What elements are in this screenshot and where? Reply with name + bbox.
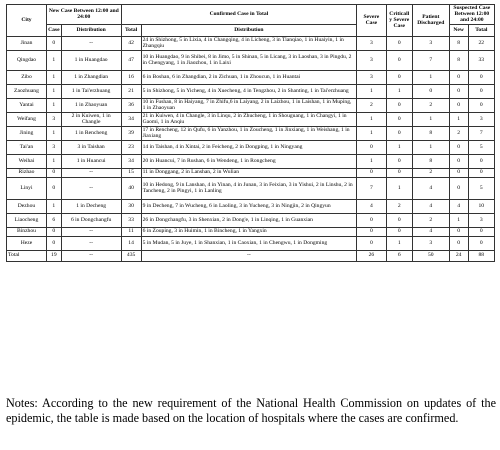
suspected-total-cell: 0: [468, 84, 494, 98]
critical-cell: 0: [386, 36, 412, 50]
city-cell: Weihai: [7, 154, 47, 168]
critical-cell: 0: [386, 227, 412, 236]
new-distribution-cell: 6 in Dongchangfu: [61, 213, 121, 227]
total-cell: 40: [121, 177, 141, 199]
new-case-cell: 0: [46, 36, 61, 50]
total-cell: 14: [121, 236, 141, 250]
new-distribution-cell: --: [61, 36, 121, 50]
new-distribution-cell: --: [61, 227, 121, 236]
header-severe: Severe Case: [357, 5, 386, 37]
table-row: [7, 177, 495, 199]
header-confirmed-total: Confirmed Case in Total: [121, 5, 357, 25]
table-row: [7, 213, 495, 227]
discharged-cell: 2: [412, 98, 449, 112]
city-cell: Weifang: [7, 112, 47, 126]
total-cell: 33: [121, 213, 141, 227]
new-case-cell: 3: [46, 140, 61, 154]
table-row: [7, 50, 495, 70]
new-case-cell: 1: [46, 50, 61, 70]
new-distribution-cell: 1 in Tai'erzhuang: [61, 84, 121, 98]
critical-cell: 1: [386, 236, 412, 250]
total-critical: 6: [386, 250, 412, 261]
new-distribution-cell: 3 in Taishan: [61, 140, 121, 154]
severe-cell: 0: [357, 140, 386, 154]
new-case-cell: 6: [46, 213, 61, 227]
suspected-total-cell: 33: [468, 50, 494, 70]
header-new-case: New Case Between 12:00 and 24:00: [46, 5, 121, 25]
critical-cell: 0: [386, 213, 412, 227]
distribution-cell: 14 in Taishan, 4 in Xintai, 2 in Feicheng, 2 in Dongping, 1 in Ningyang: [141, 140, 357, 154]
total-cell: 16: [121, 70, 141, 84]
discharged-cell: 4: [412, 199, 449, 213]
distribution-cell: 5 in Shizhong, 5 in Yicheng, 4 in Xuecheng, 4 in Tengzhou, 2 in Shanting, 1 in Tai'erzhuang: [141, 84, 357, 98]
new-case-cell: 1: [46, 126, 61, 140]
subheader-suspected-new: New: [449, 24, 468, 36]
suspected-total-cell: 10: [468, 199, 494, 213]
distribution-cell: 10 in Huangdao, 9 in Shibei, 8 in Jimo, 5 in Shinan, 5 in Licang, 3 in Laoshan, 3 in Pingdu, 2 in Chengyang, 1 in Jiaozhou, 1 in Laixi: [141, 50, 357, 70]
suspected-total-cell: 3: [468, 213, 494, 227]
city-cell: Tai'an: [7, 140, 47, 154]
discharged-cell: 8: [412, 126, 449, 140]
total-discharged: 50: [412, 250, 449, 261]
severe-cell: 3: [357, 36, 386, 50]
discharged-cell: 3: [412, 236, 449, 250]
new-case-cell: 1: [46, 70, 61, 84]
suspected-new-cell: 0: [449, 227, 468, 236]
critical-cell: 1: [386, 140, 412, 154]
severe-cell: 1: [357, 84, 386, 98]
severe-cell: 2: [357, 98, 386, 112]
new-case-cell: 1: [46, 84, 61, 98]
critical-cell: 1: [386, 84, 412, 98]
suspected-total-cell: 5: [468, 177, 494, 199]
critical-cell: 0: [386, 154, 412, 168]
table-row: [7, 168, 495, 177]
new-distribution-cell: --: [61, 168, 121, 177]
suspected-new-cell: 0: [449, 70, 468, 84]
total-cell: 34: [121, 112, 141, 126]
table-row: [7, 84, 495, 98]
header-row-1: [7, 5, 495, 25]
total-cell: 11: [121, 227, 141, 236]
discharged-cell: 1: [412, 140, 449, 154]
distribution-cell: 24 in Shizhong, 5 in Lixia, 4 in Changqing, 4 in Licheng, 3 in Tianqiao, 1 in Huaiyin, 1 in Zhangqiu: [141, 36, 357, 50]
suspected-new-cell: 8: [449, 50, 468, 70]
case-table-container: [6, 4, 495, 262]
new-case-cell: 0: [46, 168, 61, 177]
severe-cell: 0: [357, 168, 386, 177]
table-row: [7, 126, 495, 140]
suspected-new-cell: 2: [449, 126, 468, 140]
suspected-new-cell: 0: [449, 98, 468, 112]
total-cell: 36: [121, 98, 141, 112]
total-cell: 42: [121, 36, 141, 50]
total-confirmed: 435: [121, 250, 141, 261]
distribution-cell: 20 in Huancui, 7 in Rushan, 6 in Wendeng, 1 in Rongcheng: [141, 154, 357, 168]
total-severe: 26: [357, 250, 386, 261]
total-distribution: --: [141, 250, 357, 261]
suspected-new-cell: 1: [449, 112, 468, 126]
severe-cell: 0: [357, 213, 386, 227]
city-cell: Rizhao: [7, 168, 47, 177]
distribution-cell: 6 in Zouping, 3 in Huimin, 1 in Bincheng, 1 in Yangxin: [141, 227, 357, 236]
total-label: Total: [7, 250, 47, 261]
discharged-cell: 4: [412, 177, 449, 199]
discharged-cell: 1: [412, 70, 449, 84]
suspected-total-cell: 0: [468, 236, 494, 250]
header-critical: Criticall y Severe Case: [386, 5, 412, 37]
distribution-cell: 26 in Dongchangfu, 3 in Shenxian, 2 in Dong'e, 1 in Linqing, 1 in Guanxian: [141, 213, 357, 227]
notes-paragraph: Notes: According to the new requirement of the National Health Commission on updates of the epidemic, the table is made based on the location of hospitals where the cases are confirmed.: [6, 396, 496, 425]
city-cell: Jinan: [7, 36, 47, 50]
total-cell: 23: [121, 140, 141, 154]
city-cell: Heze: [7, 236, 47, 250]
severe-cell: 1: [357, 112, 386, 126]
table-row: [7, 236, 495, 250]
severe-cell: 4: [357, 199, 386, 213]
new-distribution-cell: 1 in Rencheng: [61, 126, 121, 140]
subheader-distribution: Distribution: [141, 24, 357, 36]
distribution-cell: 6 in Boshan, 6 in Zhangdian, 2 in Zichuan, 1 in Zhoucun, 1 in Huantai: [141, 70, 357, 84]
distribution-cell: 21 in Kuiwen, 4 in Changle, 3 in Linqu, 2 in Zhucheng, 1 in Shouguang, 1 in Changyi, 1 in Gaomi, 1 in Anqiu: [141, 112, 357, 126]
table-row: [7, 199, 495, 213]
subheader-total: Total: [121, 24, 141, 36]
suspected-total-cell: 22: [468, 36, 494, 50]
distribution-cell: 17 in Rencheng, 12 in Qufu, 6 in Yanzhou, 1 in Zoucheng, 1 in Jinxiang, 1 in Weishang, 1 in Jiaxiang: [141, 126, 357, 140]
new-case-cell: 3: [46, 112, 61, 126]
table-row: [7, 112, 495, 126]
suspected-total-cell: 5: [468, 140, 494, 154]
total-new-case: 19: [46, 250, 61, 261]
critical-cell: 0: [386, 50, 412, 70]
new-distribution-cell: 1 in Decheng: [61, 199, 121, 213]
header-city: City: [7, 5, 47, 37]
new-distribution-cell: 1 in Huangdao: [61, 50, 121, 70]
critical-cell: 0: [386, 70, 412, 84]
severe-cell: 1: [357, 154, 386, 168]
critical-cell: 0: [386, 126, 412, 140]
total-cell: 47: [121, 50, 141, 70]
severe-cell: 3: [357, 70, 386, 84]
suspected-new-cell: 0: [449, 177, 468, 199]
suspected-total-cell: 0: [468, 227, 494, 236]
new-distribution-cell: 1 in Huancui: [61, 154, 121, 168]
city-cell: Linyi: [7, 177, 47, 199]
city-cell: Liaocheng: [7, 213, 47, 227]
severe-cell: 1: [357, 126, 386, 140]
distribution-cell: 10 in Hedong, 9 in Lanshan, 4 in Yinan, 4 in Junan, 3 in Feixian, 3 in Yishui, 2 in Linshu, 2 in Tancheng, 2 in Pingyi, 1 in Lanling: [141, 177, 357, 199]
total-suspected-total: 88: [468, 250, 494, 261]
severe-cell: 0: [357, 236, 386, 250]
header-suspected: Suspected Case Between 12:00 and 24:00: [449, 5, 494, 25]
suspected-total-cell: 3: [468, 112, 494, 126]
total-cell: 30: [121, 199, 141, 213]
distribution-cell: 9 in Decheng, 7 in Wucheng, 6 in Laoling, 3 in Yucheng, 3 in Ningjin, 2 in Qingyun: [141, 199, 357, 213]
case-table: [6, 4, 495, 262]
new-case-cell: 1: [46, 154, 61, 168]
city-cell: Dezhou: [7, 199, 47, 213]
new-case-cell: 0: [46, 227, 61, 236]
discharged-cell: 0: [412, 84, 449, 98]
discharged-cell: 2: [412, 213, 449, 227]
city-cell: Zaozhuang: [7, 84, 47, 98]
suspected-total-cell: 0: [468, 98, 494, 112]
suspected-new-cell: 0: [449, 236, 468, 250]
suspected-total-cell: 0: [468, 70, 494, 84]
new-distribution-cell: 1 in Zhaoyuan: [61, 98, 121, 112]
total-cell: 39: [121, 126, 141, 140]
table-row: [7, 36, 495, 50]
critical-cell: 0: [386, 112, 412, 126]
total-new-distribution: --: [61, 250, 121, 261]
suspected-new-cell: 0: [449, 154, 468, 168]
city-cell: Qingdao: [7, 50, 47, 70]
new-case-cell: 1: [46, 98, 61, 112]
subheader-new-distribution: Distribution: [61, 24, 121, 36]
total-cell: 15: [121, 168, 141, 177]
new-distribution-cell: 2 in Kuiwen, 1 in Changle: [61, 112, 121, 126]
total-cell: 34: [121, 154, 141, 168]
severe-cell: 0: [357, 227, 386, 236]
table-row: [7, 70, 495, 84]
table-row: [7, 227, 495, 236]
total-cell: 21: [121, 84, 141, 98]
new-distribution-cell: --: [61, 177, 121, 199]
distribution-cell: 5 in Mudan, 5 in Juye, 1 in Shanxian, 1 in Caoxian, 1 in Chengwu, 1 in Dongming: [141, 236, 357, 250]
new-distribution-cell: 1 in Zhangdian: [61, 70, 121, 84]
new-case-cell: 0: [46, 236, 61, 250]
new-case-cell: 1: [46, 199, 61, 213]
suspected-total-cell: 0: [468, 168, 494, 177]
suspected-total-cell: 0: [468, 154, 494, 168]
suspected-new-cell: 8: [449, 36, 468, 50]
table-row: [7, 140, 495, 154]
discharged-cell: 3: [412, 36, 449, 50]
critical-cell: 1: [386, 177, 412, 199]
discharged-cell: 8: [412, 154, 449, 168]
subheader-case: Case: [46, 24, 61, 36]
severe-cell: 7: [357, 177, 386, 199]
critical-cell: 0: [386, 98, 412, 112]
suspected-new-cell: 0: [449, 84, 468, 98]
new-distribution-cell: --: [61, 236, 121, 250]
distribution-cell: 10 in Fushan, 8 in Haiyang, 7 in Zhifu,6 in Laiyang, 2 in Laizhou, 1 in Laishan, 1 in Muping, 1 in Zhaoyuan: [141, 98, 357, 112]
severe-cell: 3: [357, 50, 386, 70]
table-row: [7, 98, 495, 112]
critical-cell: 2: [386, 199, 412, 213]
suspected-new-cell: 0: [449, 140, 468, 154]
critical-cell: 0: [386, 168, 412, 177]
new-case-cell: 0: [46, 177, 61, 199]
total-row: [7, 250, 495, 261]
discharged-cell: 1: [412, 112, 449, 126]
city-cell: Zibo: [7, 70, 47, 84]
discharged-cell: 4: [412, 227, 449, 236]
discharged-cell: 7: [412, 50, 449, 70]
suspected-new-cell: 1: [449, 213, 468, 227]
table-row: [7, 154, 495, 168]
suspected-new-cell: 0: [449, 168, 468, 177]
city-cell: Jining: [7, 126, 47, 140]
total-suspected-new: 24: [449, 250, 468, 261]
distribution-cell: 11 in Donggang, 2 in Lanshan, 2 in Wulian: [141, 168, 357, 177]
header-discharged: Patient Discharged: [412, 5, 449, 37]
suspected-total-cell: 7: [468, 126, 494, 140]
city-cell: Yantai: [7, 98, 47, 112]
subheader-suspected-total: Total: [468, 24, 494, 36]
suspected-new-cell: 4: [449, 199, 468, 213]
discharged-cell: 2: [412, 168, 449, 177]
city-cell: Binzhou: [7, 227, 47, 236]
